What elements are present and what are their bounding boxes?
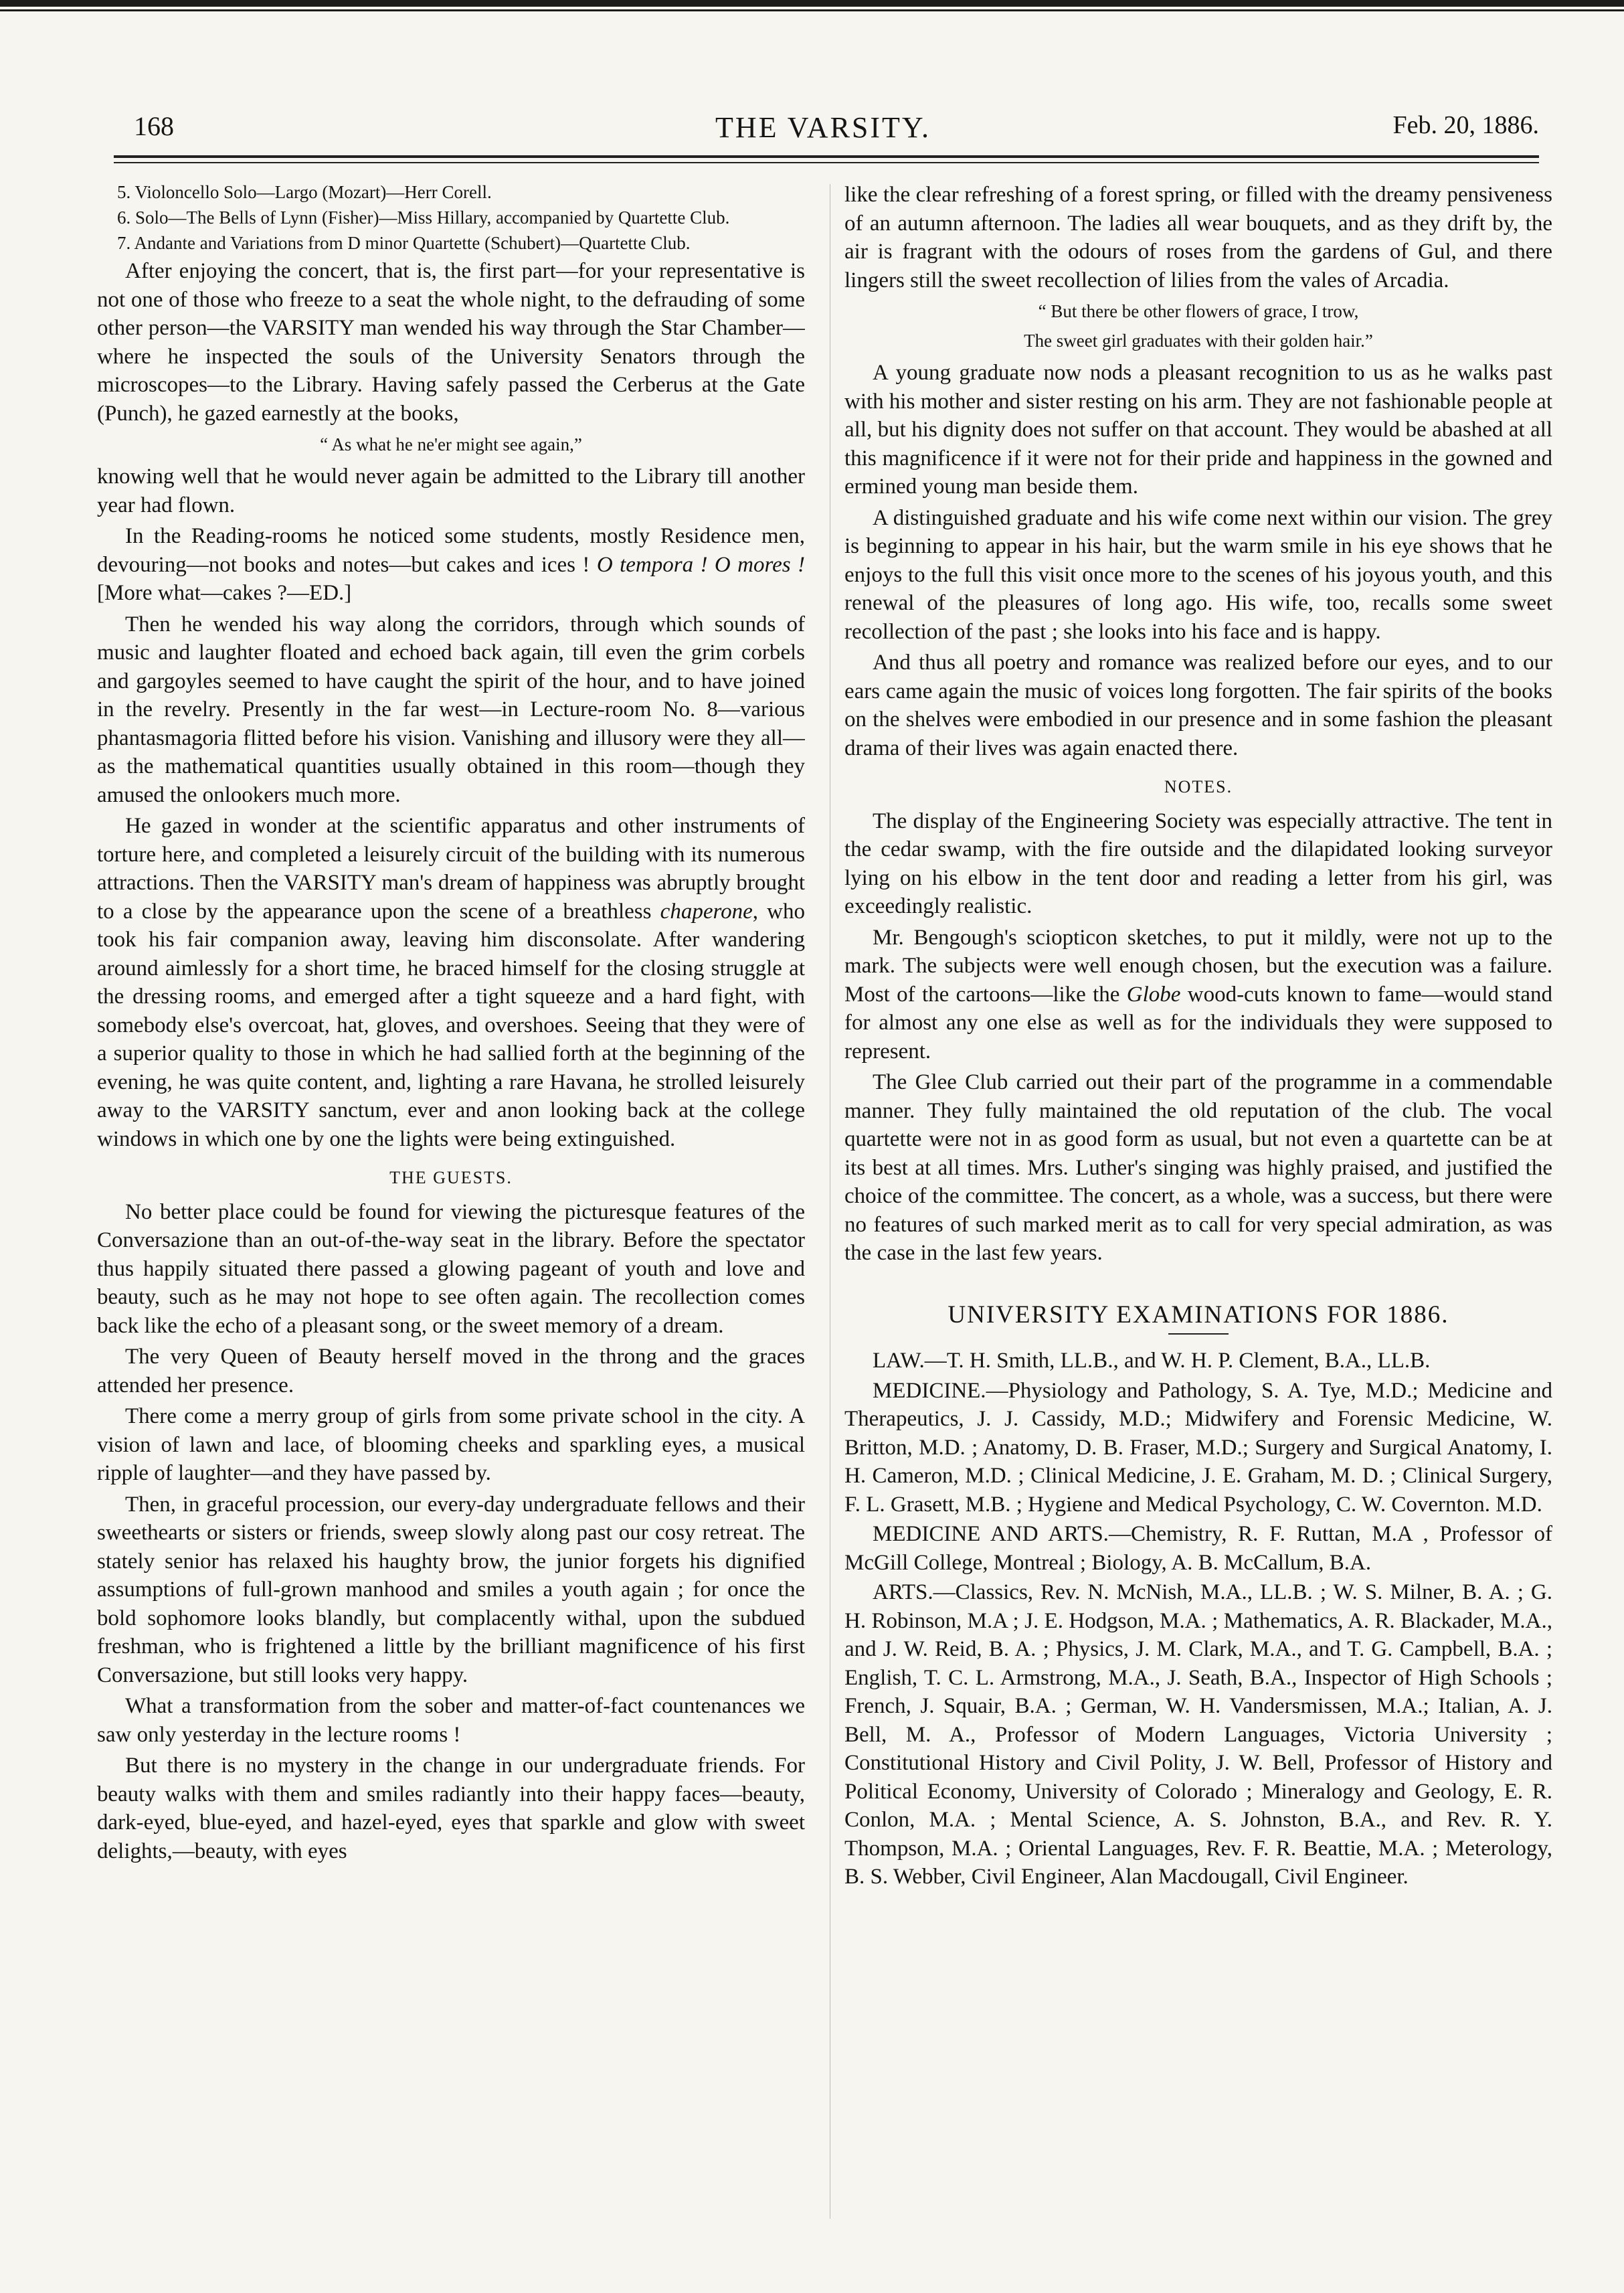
programme-item: 7. Andante and Variations from D minor Quartette (Schubert)—Quartette Club. xyxy=(117,233,691,253)
right-column xyxy=(844,181,1552,2256)
programme-item: 5. Violoncello Solo—Largo (Mozart)—Herr Corell. xyxy=(117,182,492,202)
italic-word: chaperone xyxy=(660,899,753,924)
paragraph: But there is no mystery in the change in our undergraduate friends. For beauty walks with them and smiles radiantly into their happy faces—beauty, dark-eyed, blue-eyed, and hazel-eyed, eyes that sparkle and glow with sweet delights,—beauty, with eyes xyxy=(97,1754,805,1863)
text: He gazed in wonder at the scientific apparatus and other instruments of torture here, and completed a leisurely circuit of the building with its numerous attractions. Then the VARSITY man's dream of happiness was abruptly brought to a close by the appearance upon the scene of a breathless xyxy=(97,814,805,924)
exam-entry xyxy=(844,1520,1552,1577)
text: —Chemistry, R. F. Ruttan, M.A , Professor of McGill College, Montreal ; Biology, A. B. McCallum, B.A. xyxy=(844,1522,1552,1575)
left-column xyxy=(97,181,805,2256)
issue-date: Feb. 20, 1886. xyxy=(1392,111,1539,139)
entry-label: LAW. xyxy=(873,1349,925,1373)
latin-phrase: O tempora ! O mores ! xyxy=(596,552,805,577)
italic-word: Globe xyxy=(1126,982,1181,1007)
paragraph: No better place could be found for viewing the picturesque features of the Conversazione than an out-of-the-way seat in the library. Before the spectator thus happily situated there passed a glowing pageant of youth and love and beauty, such as he may not hope to see often again. The recollection comes back like the echo of a pleasant song, or the sweet memory of a dream. xyxy=(97,1199,805,1338)
exam-entry xyxy=(844,1377,1552,1519)
exams-heading: UNIVERSITY EXAMINATIONS FOR 1886. xyxy=(948,1300,1449,1329)
exam-entry xyxy=(844,1578,1552,1891)
top-border-thin xyxy=(0,9,1624,11)
page-header xyxy=(107,110,1539,157)
top-border xyxy=(0,0,1624,7)
page-title: THE VARSITY. xyxy=(715,111,931,144)
entry-label: MEDICINE. xyxy=(873,1378,986,1403)
paragraph xyxy=(97,812,805,1153)
text: —Physiology and Pathology, S. A. Tye, M.D.; Medicine and Therapeutics, J. J. Cassidy, M.D.; Midwifery and Forensic Medicine, W. Britton, M.D. ; Anatomy, D. B. Fraser, M.D.; Surgery and Surgical Anatomy, I. H. Cameron, M.D. ; Clinical Medicine, J. E. Graham, M. D. ; Clinical Surgery, F. L. Grasett, M.B. ; Hygiene and Medical Psychology, C. W. Covernton. M.D. xyxy=(844,1378,1552,1517)
text: —Classics, Rev. N. McNish, M.A., LL.B. ; W. S. Milner, B. A. ; G. H. Robinson, M.A ; J. E. Hodgson, M.A. ; Mathematics, A. R. Blackader, M.A., and J. W. Reid, B. A. ; Physics, J. M. Clark, M.A., and T. G. Campbell, B.A. ; English, T. C. L. Armstrong, M.A., J. Seath, B.A., Inspector of High Schools ; French, J. Squair, B.A. ; German, W. H. Vandersmissen, M.A.; Italian, A. J. Bell, M. A., Professor of Modern Languages, Victoria University ; Constitutional History and Civil Polity, J. W. Bell, Professor of History and Political Economy, University of Colorado ; Mineralogy and Geology, E. R. Conlon, M.A. ; Mental Science, A. S. Johnston, B.A., and Rev. R. Y. Thompson, M.A. ; Oriental Languages, Rev. F. R. Beattie, M.A. ; Meterology, B. S. Webber, Civil Engineer, Alan Macdougall, Civil Engineer. xyxy=(844,1580,1552,1889)
programme-item: 6. Solo—The Bells of Lynn (Fisher)—Miss Hillary, accompanied by Quartette Club. xyxy=(117,207,730,228)
paragraph: There come a merry group of girls from some private school in the city. A vision of lawn and lace, of blooming cheeks and sparkling eyes, a musical ripple of laughter—and they have passed by. xyxy=(97,1404,805,1485)
verse-line: “ But there be other flowers of grace, I trow, xyxy=(1038,301,1359,321)
page-number: 168 xyxy=(134,111,174,141)
paragraph: Then he wended his way along the corridors, through which sounds of music and laughter floated and echoed back again, till even the grim corbels and gargoyles seemed to have caught the spirit of the hour, and to have joined in the revelry. Presently in the far west—in Lecture-room No. 8—various phantasmagoria flitted before his vision. Vanishing and illusory were they all—as the mathematical quantities usually obtained in this room—though they amused the onlookers much more. xyxy=(97,612,805,807)
section-heading: NOTES. xyxy=(1164,777,1233,796)
paragraph: like the clear refreshing of a forest spring, or filled with the dreamy pensiveness of an autumn afternoon. The ladies all wear bouquets, and as they drift by, the air is fragrant with the odours of roses from the gardens of Gul, and there lingers still the sweet recollection of lilies from the vales of Arcadia. xyxy=(844,183,1552,292)
paragraph xyxy=(844,924,1552,1066)
paragraph: A distinguished graduate and his wife come next within our vision. The grey is beginning to appear in his hair, but the warm smile in his eye shows that he enjoys to the full this visit once more to the scenes of his joyous youth, and this renewal of the pleasures of long ago. His wife, too, recalls some sweet recollection of the past ; she looks into his face and is happy. xyxy=(844,505,1552,644)
editor-note: [More what—cakes ?—ED.] xyxy=(97,581,352,605)
header-rule xyxy=(114,155,1539,158)
entry-label: MEDICINE AND ARTS. xyxy=(873,1522,1109,1546)
paragraph: The Glee Club carried out their part of the programme in a commendable manner. They fully maintained the old reputation of the club. The vocal quartette were not in as good form as usual, but not even a quartette can be at its best at all times. Mrs. Luther's singing was highly praised, and justified the choice of the committee. The concert, as a whole, was a success, but there were no features of such marked merit as to call for very special admiration, as was the case in the last few years. xyxy=(844,1070,1552,1265)
text: , who took his fair companion away, leaving him disconsolate. After wandering around aimlessly for a short time, he braced himself for the closing struggle at the dressing rooms, and emerged after a tight squeeze and a hard fight, with somebody else's overcoat, hat, gloves, and overshoes. Seeing that they were of a superior quality to those in which he had sallied forth at the beginning of the evening, he was quite content, and, lighting a rare Havana, he strolled leisurely away to the VARSITY sanctum, ever and anon looking back at the college windows in which one by one the lights were being extinguished. xyxy=(97,899,805,1151)
text: wood-cuts known to fame—would stand for almost any one else as well as for the individuals they were supposed to represent. xyxy=(844,982,1552,1064)
header-rule-thin xyxy=(114,162,1539,163)
paragraph: The very Queen of Beauty herself moved in the throng and the graces attended her presence. xyxy=(97,1345,805,1397)
paragraph: A young graduate now nods a pleasant recognition to us as he walks past with his mother and sister resting on his arm. They are not fashionable people at all, but his dignity does not suffer on that account. They would be abashed at all this magnificence if it were not for their pride and happiness in the gowned and ermined young man beside them. xyxy=(844,361,1552,499)
paragraph: After enjoying the concert, that is, the first part—for your representative is not one of those who freeze to a seat the whole night, to the defrauding of some other person—the VARSITY man wended his way through the Star Chamber—where he inspected the souls of the University Senators through the microscopes—to the Library. Having safely passed the Cerberus at the Gate (Punch), he gazed earnestly at the books, xyxy=(97,259,805,426)
entry-label: ARTS. xyxy=(873,1580,933,1604)
paragraph: And thus all poetry and romance was realized before our eyes, and to our ears came again the music of voices long forgotten. The fair spirits of the books on the shelves were embodied in our presence and in some fashion the pleasant drama of their lives was again enacted there. xyxy=(844,651,1552,760)
paragraph: Then, in graceful procession, our every-day undergraduate fellows and their sweethearts or sisters or friends, sweep slowly along past our cosy retreat. The stately senior has relaxed his haughty brow, the junior forgets his dignified assumptions of full-grown manhood and smiles a youth again ; for once the bold sophomore looks blandly, but complacently withal, upon the subdued freshman, who is frightened a little by the brilliant magnificence of his first Conversazione, but still looks very happy. xyxy=(97,1492,805,1687)
paragraph: What a transformation from the sober and matter-of-fact countenances we saw only yesterday in the lecture rooms ! xyxy=(97,1694,805,1747)
verse-line: The sweet girl graduates with their golden hair.” xyxy=(1024,331,1373,351)
verse-quote: “ As what he ne'er might see again,” xyxy=(320,434,582,454)
text: —T. H. Smith, LL.B., and W. H. P. Clement, B.A., LL.B. xyxy=(924,1349,1431,1373)
text: In the Reading-rooms he noticed some students, mostly Residence men, devouring—not books and notes—but cakes and ices ! xyxy=(97,524,805,577)
paragraph: The display of the Engineering Society was especially attractive. The tent in the cedar swamp, with the fire outside and the dilapidated looking surveyor lying on his elbow in the tent door and reading a letter from his girl, was exceedingly realistic. xyxy=(844,809,1552,918)
section-heading: THE GUESTS. xyxy=(389,1168,513,1187)
exam-entry xyxy=(844,1347,1552,1375)
heading-rule xyxy=(1168,1333,1229,1335)
paragraph xyxy=(97,522,805,608)
paragraph: knowing well that he would never again be admitted to the Library till another year had flown. xyxy=(97,464,805,517)
text: Mr. Bengough's sciopticon sketches, to put it mildly, were not up to the mark. The subjects were well enough chosen, but the execution was a failure. Most of the cartoons—like the xyxy=(844,925,1552,1007)
